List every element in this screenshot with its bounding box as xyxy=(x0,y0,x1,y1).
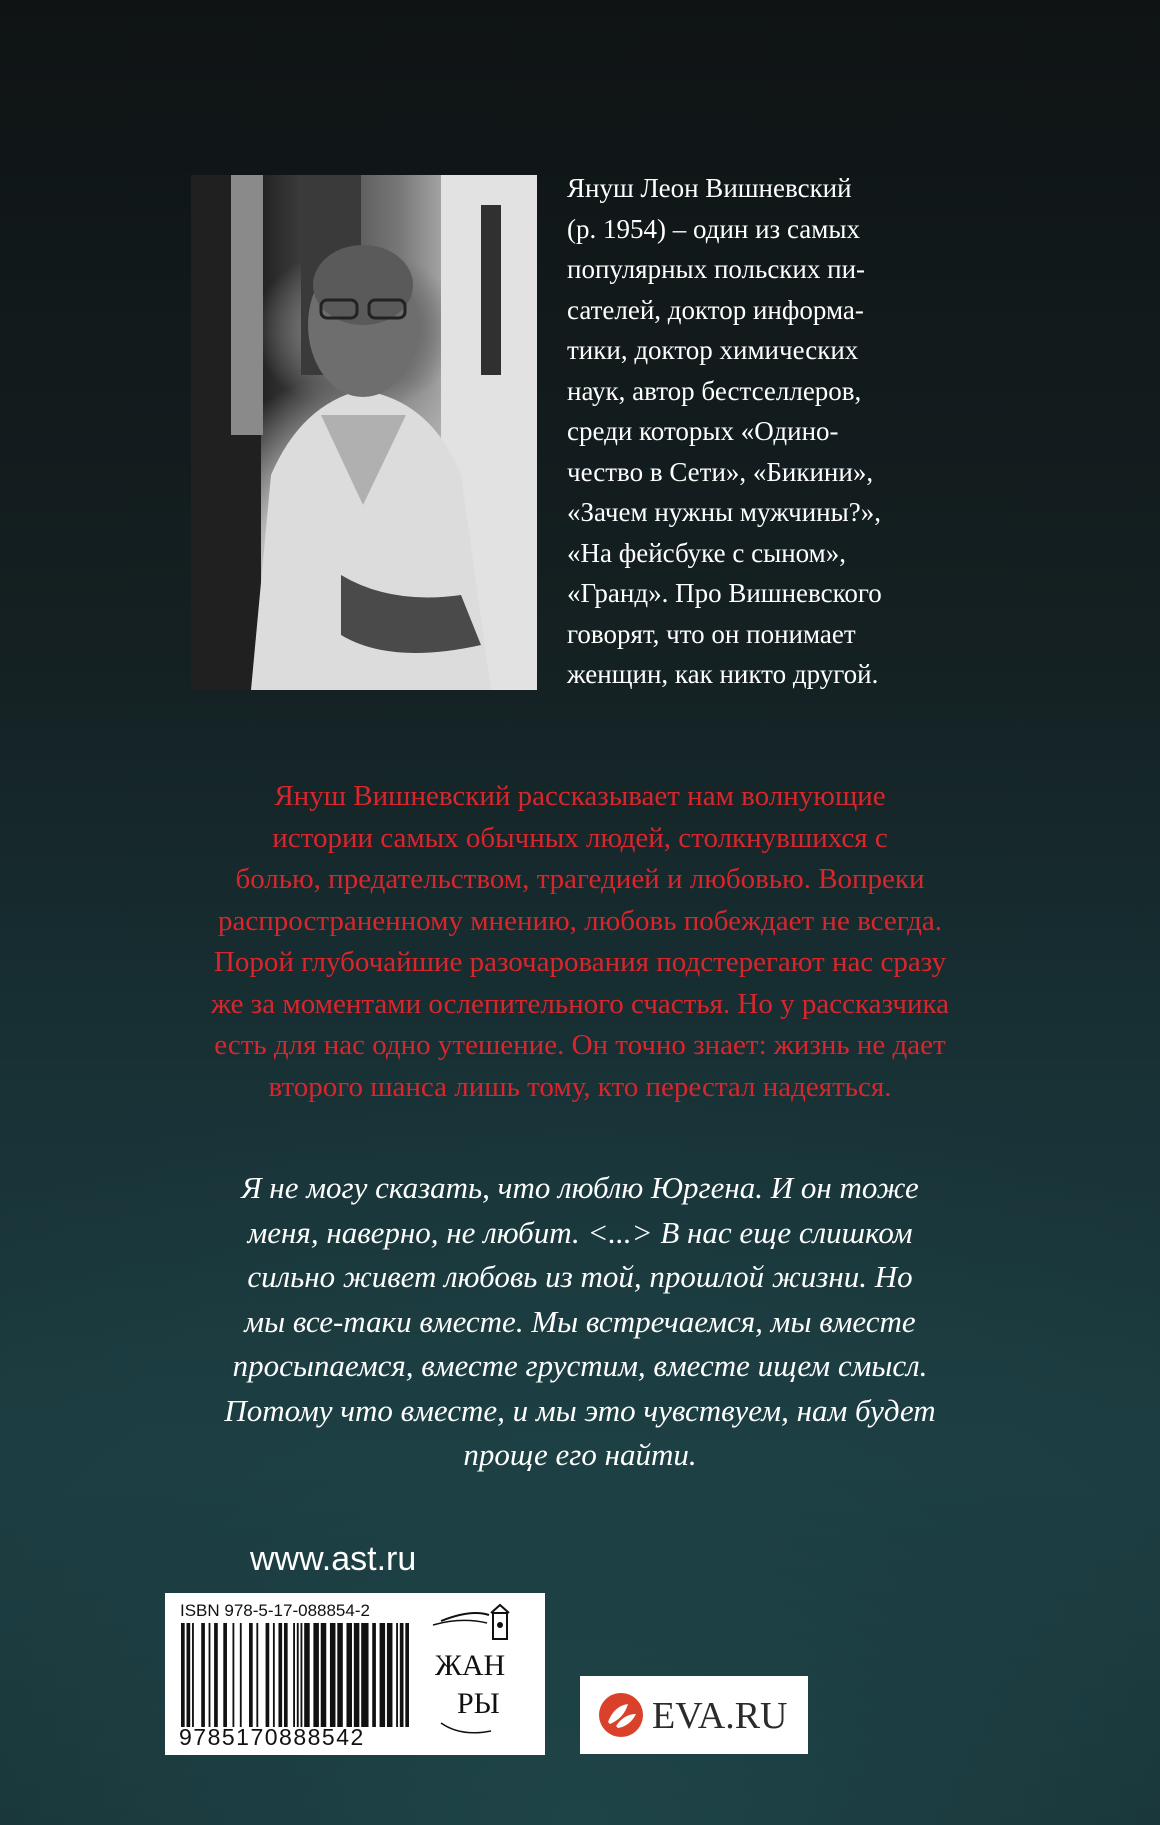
barcode-bar xyxy=(405,1623,409,1727)
ean-digits: 9785170888542 xyxy=(179,1724,365,1750)
bio-line: «Зачем нужны мужчины?», xyxy=(567,497,881,527)
zhanry-line-1: ЖАН xyxy=(435,1649,506,1682)
bio-line: популярных польских пи- xyxy=(567,254,866,284)
bio-line: среди которых «Одино- xyxy=(567,416,839,446)
bio-line: «Гранд». Про Вишневского xyxy=(567,578,882,608)
eva-logo-text: EVA.RU xyxy=(652,1695,788,1737)
annotation-line: же за моментами ослепительного счастья. Но у рассказчика xyxy=(210,987,949,1020)
barcode-bar xyxy=(209,1623,211,1727)
annotation-line: Януш Вишневский рассказывает нам волнующие xyxy=(274,780,886,812)
zhanry-line-2: РЫ xyxy=(457,1687,500,1720)
annotation-line: Порой глубочайшие разочарования подстерегают нас сразу xyxy=(213,946,947,978)
barcode-bar xyxy=(256,1623,258,1727)
bio-line: чество в Сети», «Бикини», xyxy=(567,456,874,487)
barcode-bar xyxy=(346,1623,352,1727)
bio-line: Януш Леон Вишневский xyxy=(567,173,852,203)
quote-line: мы все-таки вместе. Мы встречаемся, мы вместе xyxy=(244,1303,916,1339)
bio-line: тики, доктор химических xyxy=(567,335,859,365)
quote-line: меня, наверно, не любит. <...> В нас еще слишком xyxy=(247,1214,913,1250)
barcode-bar xyxy=(297,1623,299,1727)
barcode-bar xyxy=(214,1623,218,1727)
barcode-bar xyxy=(181,1623,185,1727)
barcode-bar xyxy=(330,1623,336,1727)
barcode-bar xyxy=(301,1623,303,1727)
barcode-bar xyxy=(273,1623,275,1727)
barcode-bar xyxy=(354,1623,360,1727)
bio-line: (р. 1954) – один из самых xyxy=(567,213,860,244)
barcode-bar xyxy=(266,1623,270,1727)
book-annotation xyxy=(60,776,1100,1108)
bio-line: женщин, как никто другой. xyxy=(567,659,879,689)
annotation-line: болью, предательством, трагедией и любовью. Вопреки xyxy=(235,863,925,895)
book-quote xyxy=(60,1166,1100,1478)
barcode-bar xyxy=(304,1623,310,1727)
barcode-bar xyxy=(293,1623,295,1727)
quote-line: Потому что вместе, и мы это чувствуем, нам будет xyxy=(224,1392,936,1428)
zhanry-series-logo xyxy=(431,1603,537,1745)
barcode-bar xyxy=(284,1623,288,1727)
barcode-bar xyxy=(400,1623,404,1727)
eva-logo-panel xyxy=(580,1676,808,1754)
barcode-bar xyxy=(361,1623,368,1727)
barcode-bar xyxy=(278,1623,282,1727)
leaf-icon xyxy=(598,1692,644,1738)
website-link[interactable]: www.ast.ru xyxy=(250,1540,417,1578)
barcode-bar xyxy=(240,1623,242,1727)
quote-line: Я не могу сказать, что люблю Юргена. И он тоже xyxy=(241,1170,919,1205)
barcode-bar xyxy=(192,1623,194,1727)
barcode-bar xyxy=(313,1623,319,1727)
author-bio xyxy=(567,168,947,695)
barcode-bar xyxy=(372,1623,376,1727)
barcode-bar xyxy=(387,1623,393,1727)
barcode-bar xyxy=(380,1623,386,1727)
annotation-line: есть для нас одно утешение. Он точно знает: жизнь не дает xyxy=(214,1029,946,1061)
annotation-line: распространенному мнению, любовь побеждает не всегда. xyxy=(217,904,943,937)
barcode-bar xyxy=(321,1623,327,1727)
bio-line: говорят, что он понимает xyxy=(567,618,856,649)
barcode-bar xyxy=(223,1623,227,1727)
quote-line: проще его найти. xyxy=(463,1437,697,1472)
author-photo xyxy=(191,175,537,690)
barcode-bars xyxy=(179,1623,411,1727)
quote-line: сильно живет любовь из той, прошлой жизни. Но xyxy=(247,1259,913,1294)
bio-line: наук, автор бестселлеров, xyxy=(567,375,862,406)
barcode-bar xyxy=(201,1623,205,1727)
barcode-bar xyxy=(337,1623,343,1727)
barcode-panel xyxy=(165,1593,545,1755)
barcode-bar xyxy=(232,1623,234,1727)
isbn-text: ISBN 978-5-17-088854-2 xyxy=(180,1601,370,1620)
barcode-bar xyxy=(187,1623,191,1727)
barcode-bar xyxy=(249,1623,253,1727)
annotation-line: истории самых обычных людей, столкнувшихся с xyxy=(272,821,888,854)
bio-line: «На фейсбуке с сыном», xyxy=(567,537,846,568)
barcode-bar xyxy=(396,1623,398,1727)
bio-line: сателей, доктор информа- xyxy=(567,294,864,325)
annotation-line: второго шанса лишь тому, кто перестал надеяться. xyxy=(268,1070,892,1103)
quote-line: просыпаемся, вместе грустим, вместе ищем смысл. xyxy=(232,1348,928,1383)
